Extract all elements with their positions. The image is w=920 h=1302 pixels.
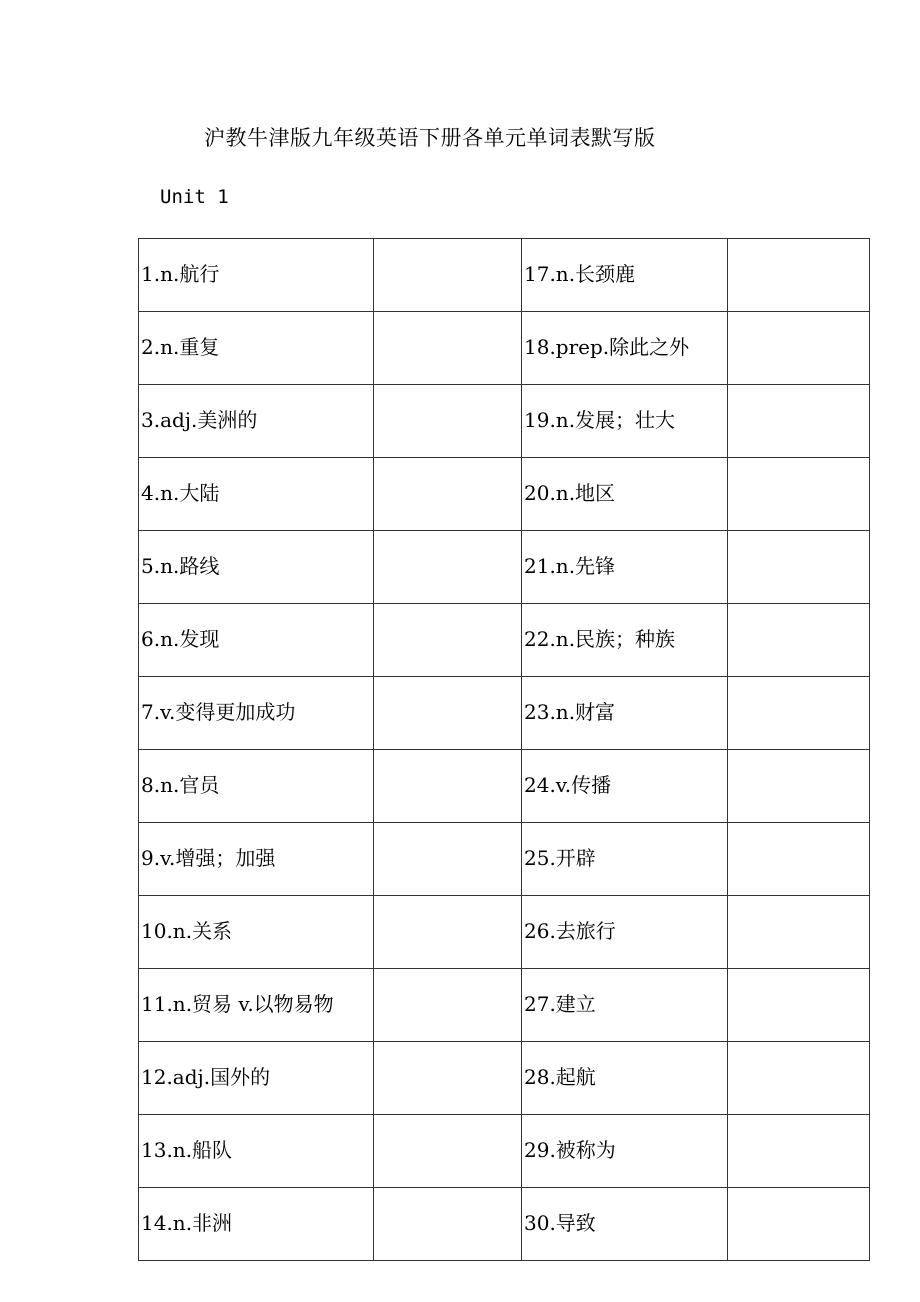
vocab-prompt-left: 8.n.官员 [139,750,374,823]
table-row [139,750,870,823]
unit-heading: Unit 1 [160,186,229,208]
vocab-prompt-right: 27.建立 [522,969,728,1042]
answer-cell-right[interactable] [728,385,870,458]
answer-cell-left[interactable] [374,823,522,896]
table-row [139,312,870,385]
vocab-prompt-left: 5.n.路线 [139,531,374,604]
answer-cell-left[interactable] [374,1188,522,1261]
answer-cell-left[interactable] [374,604,522,677]
answer-cell-left[interactable] [374,896,522,969]
answer-cell-right[interactable] [728,604,870,677]
vocab-prompt-right: 20.n.地区 [522,458,728,531]
table-row [139,1042,870,1115]
answer-cell-left[interactable] [374,312,522,385]
vocab-prompt-right: 18.prep.除此之外 [522,312,728,385]
answer-cell-right[interactable] [728,823,870,896]
table-row [139,1188,870,1261]
vocab-prompt-right: 23.n.财富 [522,677,728,750]
vocab-prompt-left: 6.n.发现 [139,604,374,677]
vocab-prompt-left: 14.n.非洲 [139,1188,374,1261]
vocab-prompt-right: 19.n.发展；壮大 [522,385,728,458]
answer-cell-right[interactable] [728,239,870,312]
table-row [139,677,870,750]
vocab-prompt-right: 21.n.先锋 [522,531,728,604]
answer-cell-left[interactable] [374,1115,522,1188]
vocab-prompt-left: 1.n.航行 [139,239,374,312]
vocab-prompt-left: 4.n.大陆 [139,458,374,531]
vocab-prompt-left: 2.n.重复 [139,312,374,385]
answer-cell-right[interactable] [728,1115,870,1188]
vocabulary-table [138,238,870,1261]
table-row [139,604,870,677]
answer-cell-right[interactable] [728,1188,870,1261]
vocabulary-table-body [139,239,870,1261]
vocab-prompt-left: 10.n.关系 [139,896,374,969]
vocab-prompt-right: 28.起航 [522,1042,728,1115]
answer-cell-left[interactable] [374,239,522,312]
answer-cell-right[interactable] [728,1042,870,1115]
answer-cell-right[interactable] [728,458,870,531]
vocab-prompt-left: 9.v.增强；加强 [139,823,374,896]
answer-cell-right[interactable] [728,677,870,750]
vocab-prompt-right: 24.v.传播 [522,750,728,823]
vocab-prompt-left: 7.v.变得更加成功 [139,677,374,750]
table-row [139,1115,870,1188]
answer-cell-left[interactable] [374,969,522,1042]
vocab-prompt-right: 30.导致 [522,1188,728,1261]
table-row [139,385,870,458]
answer-cell-right[interactable] [728,312,870,385]
answer-cell-right[interactable] [728,531,870,604]
answer-cell-left[interactable] [374,385,522,458]
vocab-prompt-left: 3.adj.美洲的 [139,385,374,458]
answer-cell-right[interactable] [728,969,870,1042]
answer-cell-right[interactable] [728,896,870,969]
table-row [139,969,870,1042]
table-row [139,458,870,531]
vocab-prompt-right: 26.去旅行 [522,896,728,969]
answer-cell-left[interactable] [374,531,522,604]
answer-cell-left[interactable] [374,1042,522,1115]
table-row [139,823,870,896]
vocab-prompt-right: 22.n.民族；种族 [522,604,728,677]
vocab-prompt-right: 25.开辟 [522,823,728,896]
answer-cell-right[interactable] [728,750,870,823]
vocab-prompt-left: 11.n.贸易 v.以物易物 [139,969,374,1042]
table-row [139,531,870,604]
answer-cell-left[interactable] [374,677,522,750]
table-row [139,239,870,312]
vocab-prompt-right: 29.被称为 [522,1115,728,1188]
vocab-prompt-right: 17.n.长颈鹿 [522,239,728,312]
answer-cell-left[interactable] [374,458,522,531]
table-row [139,896,870,969]
answer-cell-left[interactable] [374,750,522,823]
vocab-prompt-left: 12.adj.国外的 [139,1042,374,1115]
vocab-prompt-left: 13.n.船队 [139,1115,374,1188]
document-title: 沪教牛津版九年级英语下册各单元单词表默写版 [204,126,656,150]
